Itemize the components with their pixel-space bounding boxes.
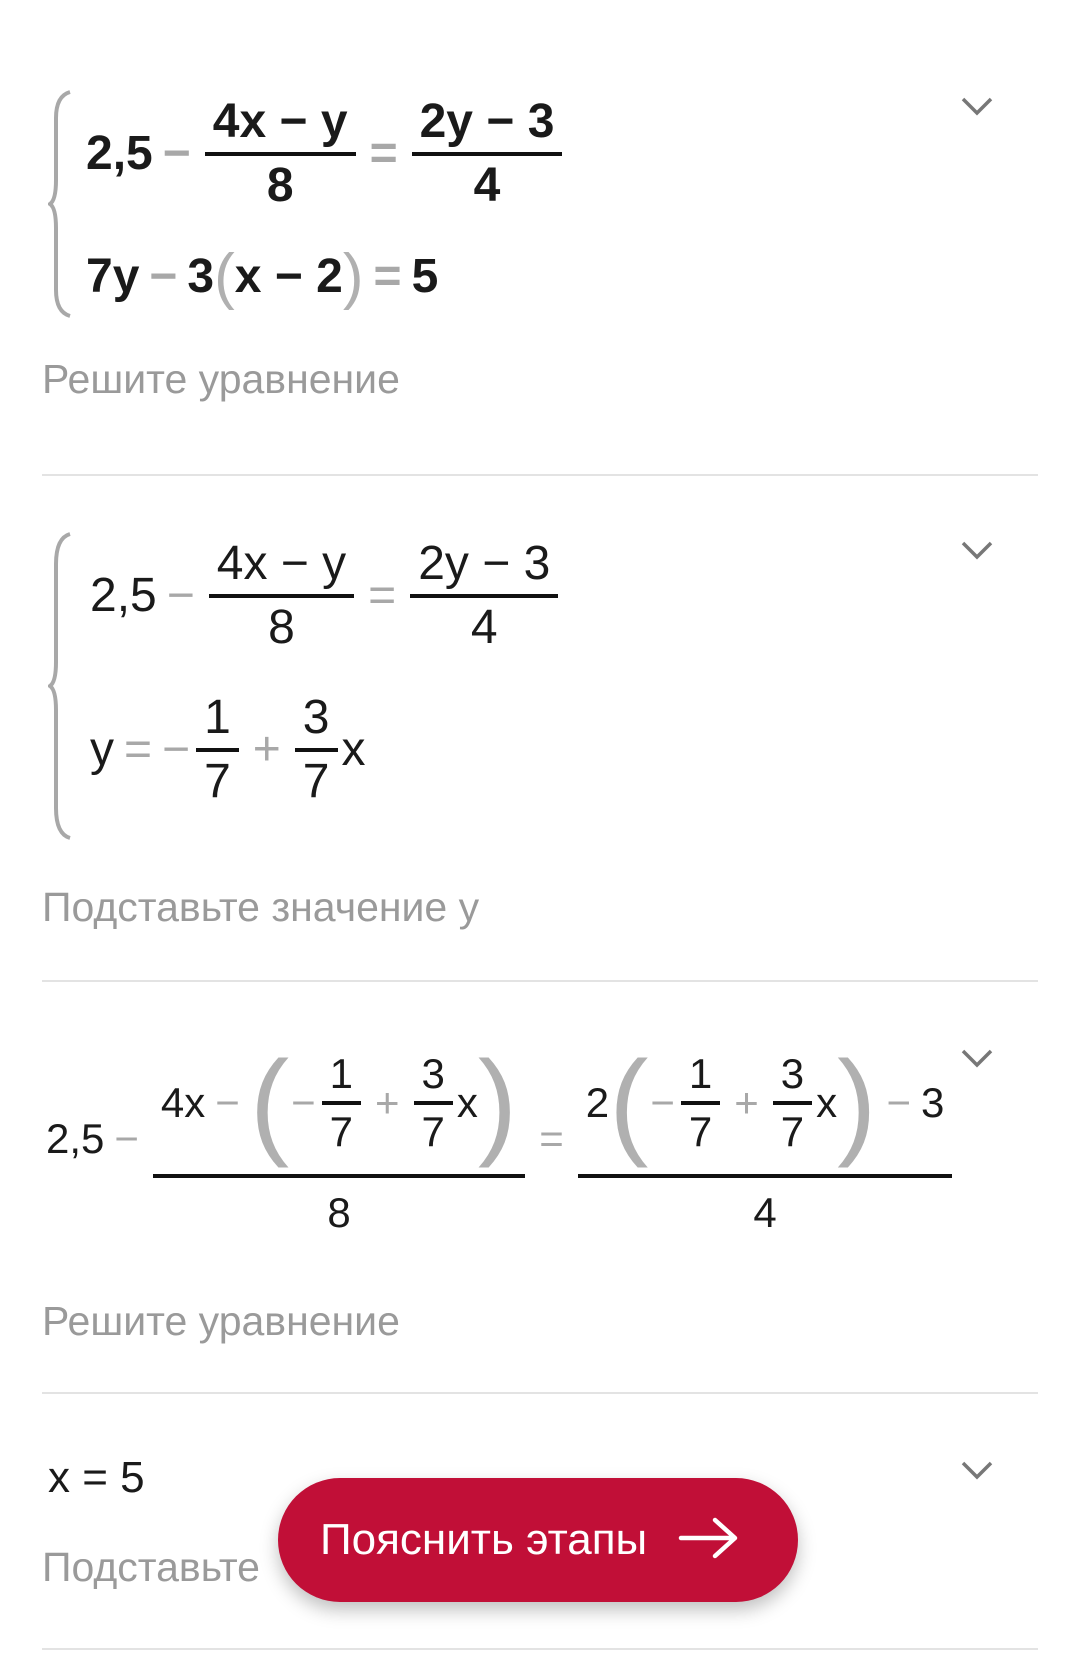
numerator: 3 bbox=[302, 691, 330, 744]
divider bbox=[42, 1392, 1038, 1394]
explain-steps-label: Пояснить этапы bbox=[320, 1515, 648, 1564]
term: x − 2 bbox=[234, 250, 343, 303]
denominator: 7 bbox=[780, 1108, 805, 1155]
equation-1 bbox=[86, 95, 566, 212]
fraction bbox=[412, 95, 563, 212]
fraction bbox=[410, 537, 558, 654]
fraction bbox=[681, 1050, 720, 1155]
numerator bbox=[578, 1037, 953, 1174]
minus-sign: − bbox=[162, 127, 191, 180]
term: 3 bbox=[187, 250, 215, 303]
fraction bbox=[773, 1050, 812, 1155]
equals-sign: = bbox=[369, 127, 398, 180]
minus-sign: − bbox=[291, 1079, 316, 1126]
denominator: 8 bbox=[327, 1189, 351, 1236]
chevron-down-icon[interactable] bbox=[959, 532, 995, 568]
term: 2,5 bbox=[90, 569, 157, 622]
denominator: 4 bbox=[473, 159, 501, 212]
divider bbox=[42, 980, 1038, 982]
numerator: 2y − 3 bbox=[419, 95, 555, 148]
term: 7y bbox=[86, 250, 140, 303]
term: 4x bbox=[160, 1079, 206, 1126]
step-caption: Подставьте значение y bbox=[42, 884, 480, 930]
term: 5 bbox=[411, 250, 439, 303]
term: y bbox=[90, 723, 114, 776]
denominator: 7 bbox=[688, 1108, 713, 1155]
fraction bbox=[414, 1050, 453, 1155]
equation-2 bbox=[90, 691, 366, 808]
denominator: 4 bbox=[470, 601, 498, 654]
fraction bbox=[196, 691, 239, 808]
left-brace-icon bbox=[48, 530, 74, 842]
denominator: 7 bbox=[329, 1108, 353, 1155]
numerator: 1 bbox=[688, 1050, 713, 1097]
minus-sign: − bbox=[886, 1079, 911, 1126]
right-paren: ) bbox=[837, 1037, 877, 1169]
equation-1 bbox=[90, 537, 562, 654]
equation-2 bbox=[86, 242, 439, 311]
minus-sign: − bbox=[215, 1079, 240, 1126]
minus-sign: − bbox=[149, 250, 178, 303]
numerator: 3 bbox=[780, 1050, 805, 1097]
numerator: 4x − y bbox=[212, 95, 348, 148]
fraction bbox=[295, 691, 338, 808]
plus-sign: + bbox=[252, 723, 281, 776]
right-paren: ) bbox=[477, 1037, 518, 1169]
result-equation: x = 5 bbox=[48, 1453, 145, 1502]
numerator bbox=[153, 1037, 525, 1174]
term: x bbox=[341, 723, 366, 776]
left-paren: ( bbox=[214, 242, 235, 311]
numerator: 1 bbox=[329, 1050, 353, 1097]
left-paren: ( bbox=[249, 1037, 290, 1169]
minus-sign: − bbox=[166, 569, 195, 622]
fraction bbox=[153, 1037, 525, 1236]
denominator: 8 bbox=[266, 159, 294, 212]
denominator: 7 bbox=[302, 755, 330, 808]
denominator: 7 bbox=[421, 1108, 445, 1155]
minus-sign: − bbox=[114, 1115, 139, 1162]
equals-sign: = bbox=[373, 250, 402, 303]
equals-sign: = bbox=[124, 723, 153, 776]
left-paren: ( bbox=[609, 1037, 649, 1169]
minus-sign: − bbox=[162, 723, 191, 776]
chevron-down-icon[interactable] bbox=[959, 1452, 995, 1488]
numerator: 2y − 3 bbox=[418, 537, 551, 590]
step-caption: Решите уравнение bbox=[42, 356, 400, 402]
plus-sign: + bbox=[734, 1079, 759, 1126]
denominator: 4 bbox=[753, 1189, 777, 1236]
chevron-down-icon[interactable] bbox=[959, 88, 995, 124]
fraction bbox=[209, 537, 354, 654]
explain-steps-button[interactable] bbox=[278, 1478, 798, 1602]
fraction bbox=[205, 95, 356, 212]
minus-sign: − bbox=[650, 1079, 675, 1126]
term: 2 bbox=[585, 1079, 610, 1126]
plus-sign: + bbox=[375, 1079, 400, 1126]
numerator: 3 bbox=[421, 1050, 445, 1097]
term: x bbox=[816, 1079, 838, 1126]
term: 2,5 bbox=[46, 1115, 105, 1162]
step-caption: Решите уравнение bbox=[42, 1298, 400, 1344]
right-paren: ) bbox=[342, 242, 364, 311]
term: 2,5 bbox=[86, 127, 153, 180]
denominator: 8 bbox=[268, 601, 295, 654]
equals-sign: = bbox=[539, 1115, 564, 1162]
fraction bbox=[578, 1037, 953, 1236]
numerator: 4x − y bbox=[216, 537, 347, 590]
divider bbox=[42, 474, 1038, 476]
chevron-down-icon[interactable] bbox=[959, 1040, 995, 1076]
denominator: 7 bbox=[204, 755, 231, 808]
term: 3 bbox=[920, 1079, 945, 1126]
step-caption: Подставьте bbox=[42, 1544, 260, 1590]
divider bbox=[42, 1648, 1038, 1650]
arrow-right-icon bbox=[677, 1516, 741, 1565]
equals-sign: = bbox=[368, 569, 397, 622]
numerator: 1 bbox=[204, 691, 231, 744]
fraction bbox=[322, 1050, 361, 1155]
term: x bbox=[456, 1079, 478, 1126]
left-brace-icon bbox=[48, 88, 74, 320]
equation bbox=[46, 1037, 956, 1236]
